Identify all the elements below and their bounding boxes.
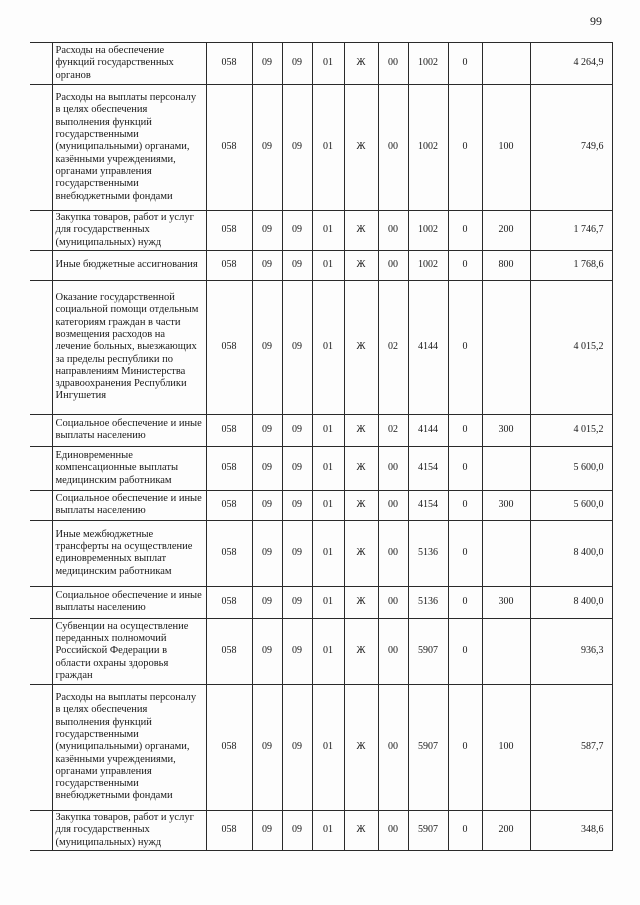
- program-cell: 01: [312, 490, 344, 520]
- code-cell: 1002: [408, 211, 448, 251]
- ministry-cell: 058: [206, 414, 252, 446]
- amount-cell: 348,6: [530, 810, 612, 850]
- ministry-cell: 058: [206, 85, 252, 211]
- amount-cell: 1 768,6: [530, 250, 612, 280]
- program-cell: 01: [312, 250, 344, 280]
- table-row: [30, 250, 612, 280]
- subsection-cell: 09: [282, 810, 312, 850]
- expense-name-cell: Расходы на выплаты персоналу в целях обеспечения выполнения функций государственными (муниципальными) органами, казёнными учреждениями, органами управления государственными внебюджетными фондами: [52, 684, 206, 810]
- expense-name-cell: Иные межбюджетные трансферты на осуществление единовременных выплат медицинским работникам: [52, 520, 206, 586]
- event-cell: 00: [378, 211, 408, 251]
- amount-cell: 587,7: [530, 684, 612, 810]
- ministry-cell: 058: [206, 280, 252, 414]
- section-cell: 09: [252, 43, 282, 85]
- event-cell: 00: [378, 684, 408, 810]
- subprogram-cell: Ж: [344, 211, 378, 251]
- section-cell: 09: [252, 684, 282, 810]
- subsection-cell: 09: [282, 85, 312, 211]
- section-cell: 09: [252, 810, 282, 850]
- expense-name-cell: Единовременные компенсационные выплаты медицинским работникам: [52, 446, 206, 490]
- program-cell: 01: [312, 618, 344, 684]
- subsection-cell: 09: [282, 684, 312, 810]
- code-cell: 5907: [408, 810, 448, 850]
- expense-name-cell: Закупка товаров, работ и услуг для государственных (муниципальных) нужд: [52, 211, 206, 251]
- subprogram-cell: Ж: [344, 618, 378, 684]
- section-cell: 09: [252, 280, 282, 414]
- table-row: [30, 810, 612, 850]
- subprogram-cell: Ж: [344, 684, 378, 810]
- amount-cell: 8 400,0: [530, 586, 612, 618]
- subprogram-cell: Ж: [344, 414, 378, 446]
- expense-name-cell: Расходы на выплаты персоналу в целях обеспечения выполнения функций государственными (муниципальными) органами, казёнными учреждениями, органами управления государственными внебюджетными фондами: [52, 85, 206, 211]
- event-cell: 00: [378, 810, 408, 850]
- expense-name-cell: Оказание государственной социальной помощи отдельным категориям граждан в части возмещения расходов на лечение больных, выезжающих за пределы республики по направлениям Министерства здравоохранения Республики Ингушетия: [52, 280, 206, 414]
- event-cell: 02: [378, 280, 408, 414]
- event-cell: 02: [378, 414, 408, 446]
- code-cell: 4154: [408, 446, 448, 490]
- ministry-cell: 058: [206, 586, 252, 618]
- blank-cell: [30, 446, 52, 490]
- code-cell: 5136: [408, 586, 448, 618]
- event-cell: 00: [378, 250, 408, 280]
- code-cell: 5907: [408, 618, 448, 684]
- section-cell: 09: [252, 414, 282, 446]
- table-row: [30, 586, 612, 618]
- zero-cell: 0: [448, 280, 482, 414]
- subsection-cell: 09: [282, 211, 312, 251]
- subsection-cell: 09: [282, 618, 312, 684]
- subsection-cell: 09: [282, 490, 312, 520]
- amount-cell: 749,6: [530, 85, 612, 211]
- table-row: [30, 684, 612, 810]
- subprogram-cell: Ж: [344, 280, 378, 414]
- ministry-cell: 058: [206, 43, 252, 85]
- ministry-cell: 058: [206, 250, 252, 280]
- program-cell: 01: [312, 520, 344, 586]
- blank-cell: [30, 414, 52, 446]
- subprogram-cell: Ж: [344, 520, 378, 586]
- subprogram-cell: Ж: [344, 43, 378, 85]
- expense-name-cell: Социальное обеспечение и иные выплаты населению: [52, 490, 206, 520]
- table-row: [30, 618, 612, 684]
- zero-cell: 0: [448, 586, 482, 618]
- ministry-cell: 058: [206, 490, 252, 520]
- subprogram-cell: Ж: [344, 250, 378, 280]
- program-cell: 01: [312, 414, 344, 446]
- section-cell: 09: [252, 446, 282, 490]
- budget-table-body: [30, 43, 612, 851]
- table-row: [30, 280, 612, 414]
- event-cell: 00: [378, 586, 408, 618]
- blank-cell: [30, 490, 52, 520]
- table-row: [30, 520, 612, 586]
- blank-cell: [30, 810, 52, 850]
- blank-cell: [30, 250, 52, 280]
- zero-cell: 0: [448, 446, 482, 490]
- subsection-cell: 09: [282, 250, 312, 280]
- subprogram-cell: Ж: [344, 490, 378, 520]
- subprogram-cell: Ж: [344, 586, 378, 618]
- expense-name-cell: Закупка товаров, работ и услуг для государственных (муниципальных) нужд: [52, 810, 206, 850]
- code-cell: 4144: [408, 414, 448, 446]
- subsection-cell: 09: [282, 520, 312, 586]
- ministry-cell: 058: [206, 520, 252, 586]
- amount-cell: 4 264,9: [530, 43, 612, 85]
- program-cell: 01: [312, 684, 344, 810]
- expense-type-cell: [482, 618, 530, 684]
- code-cell: 1002: [408, 250, 448, 280]
- event-cell: 00: [378, 490, 408, 520]
- code-cell: 1002: [408, 43, 448, 85]
- expense-type-cell: 800: [482, 250, 530, 280]
- zero-cell: 0: [448, 43, 482, 85]
- ministry-cell: 058: [206, 684, 252, 810]
- expense-type-cell: 300: [482, 490, 530, 520]
- expense-type-cell: [482, 520, 530, 586]
- table-row: [30, 211, 612, 251]
- code-cell: 4154: [408, 490, 448, 520]
- zero-cell: 0: [448, 490, 482, 520]
- blank-cell: [30, 618, 52, 684]
- page-number: 99: [590, 14, 602, 28]
- amount-cell: 4 015,2: [530, 414, 612, 446]
- blank-cell: [30, 684, 52, 810]
- code-cell: 5907: [408, 684, 448, 810]
- table-row: [30, 490, 612, 520]
- program-cell: 01: [312, 280, 344, 414]
- blank-cell: [30, 520, 52, 586]
- zero-cell: 0: [448, 85, 482, 211]
- expense-type-cell: [482, 446, 530, 490]
- expense-type-cell: 100: [482, 684, 530, 810]
- ministry-cell: 058: [206, 810, 252, 850]
- table-row: [30, 414, 612, 446]
- section-cell: 09: [252, 618, 282, 684]
- blank-cell: [30, 586, 52, 618]
- zero-cell: 0: [448, 520, 482, 586]
- expense-name-cell: Социальное обеспечение и иные выплаты населению: [52, 414, 206, 446]
- zero-cell: 0: [448, 211, 482, 251]
- zero-cell: 0: [448, 810, 482, 850]
- blank-cell: [30, 43, 52, 85]
- subsection-cell: 09: [282, 414, 312, 446]
- event-cell: 00: [378, 43, 408, 85]
- section-cell: 09: [252, 250, 282, 280]
- subsection-cell: 09: [282, 43, 312, 85]
- expense-name-cell: Расходы на обеспечение функций государственных органов: [52, 43, 206, 85]
- expense-type-cell: [482, 43, 530, 85]
- section-cell: 09: [252, 520, 282, 586]
- zero-cell: 0: [448, 684, 482, 810]
- blank-cell: [30, 211, 52, 251]
- event-cell: 00: [378, 446, 408, 490]
- budget-table: [30, 42, 613, 851]
- code-cell: 5136: [408, 520, 448, 586]
- expense-type-cell: 300: [482, 414, 530, 446]
- subprogram-cell: Ж: [344, 446, 378, 490]
- subsection-cell: 09: [282, 446, 312, 490]
- blank-cell: [30, 280, 52, 414]
- expense-type-cell: [482, 280, 530, 414]
- table-row: [30, 85, 612, 211]
- section-cell: 09: [252, 490, 282, 520]
- expense-type-cell: 300: [482, 586, 530, 618]
- event-cell: 00: [378, 520, 408, 586]
- expense-name-cell: Социальное обеспечение и иные выплаты населению: [52, 586, 206, 618]
- zero-cell: 0: [448, 414, 482, 446]
- section-cell: 09: [252, 85, 282, 211]
- amount-cell: 5 600,0: [530, 446, 612, 490]
- amount-cell: 8 400,0: [530, 520, 612, 586]
- ministry-cell: 058: [206, 446, 252, 490]
- amount-cell: 1 746,7: [530, 211, 612, 251]
- table-row: [30, 446, 612, 490]
- expense-name-cell: Иные бюджетные ассигнования: [52, 250, 206, 280]
- amount-cell: 936,3: [530, 618, 612, 684]
- program-cell: 01: [312, 586, 344, 618]
- subsection-cell: 09: [282, 586, 312, 618]
- zero-cell: 0: [448, 618, 482, 684]
- program-cell: 01: [312, 43, 344, 85]
- expense-type-cell: 100: [482, 85, 530, 211]
- event-cell: 00: [378, 85, 408, 211]
- expense-type-cell: 200: [482, 211, 530, 251]
- ministry-cell: 058: [206, 618, 252, 684]
- amount-cell: 4 015,2: [530, 280, 612, 414]
- ministry-cell: 058: [206, 211, 252, 251]
- section-cell: 09: [252, 586, 282, 618]
- expense-name-cell: Субвенции на осуществление переданных полномочий Российской Федерации в области охраны здоровья граждан: [52, 618, 206, 684]
- program-cell: 01: [312, 446, 344, 490]
- expense-type-cell: 200: [482, 810, 530, 850]
- code-cell: 1002: [408, 85, 448, 211]
- subprogram-cell: Ж: [344, 85, 378, 211]
- subsection-cell: 09: [282, 280, 312, 414]
- event-cell: 00: [378, 618, 408, 684]
- amount-cell: 5 600,0: [530, 490, 612, 520]
- subprogram-cell: Ж: [344, 810, 378, 850]
- zero-cell: 0: [448, 250, 482, 280]
- blank-cell: [30, 85, 52, 211]
- code-cell: 4144: [408, 280, 448, 414]
- program-cell: 01: [312, 810, 344, 850]
- program-cell: 01: [312, 211, 344, 251]
- table-row: [30, 43, 612, 85]
- program-cell: 01: [312, 85, 344, 211]
- section-cell: 09: [252, 211, 282, 251]
